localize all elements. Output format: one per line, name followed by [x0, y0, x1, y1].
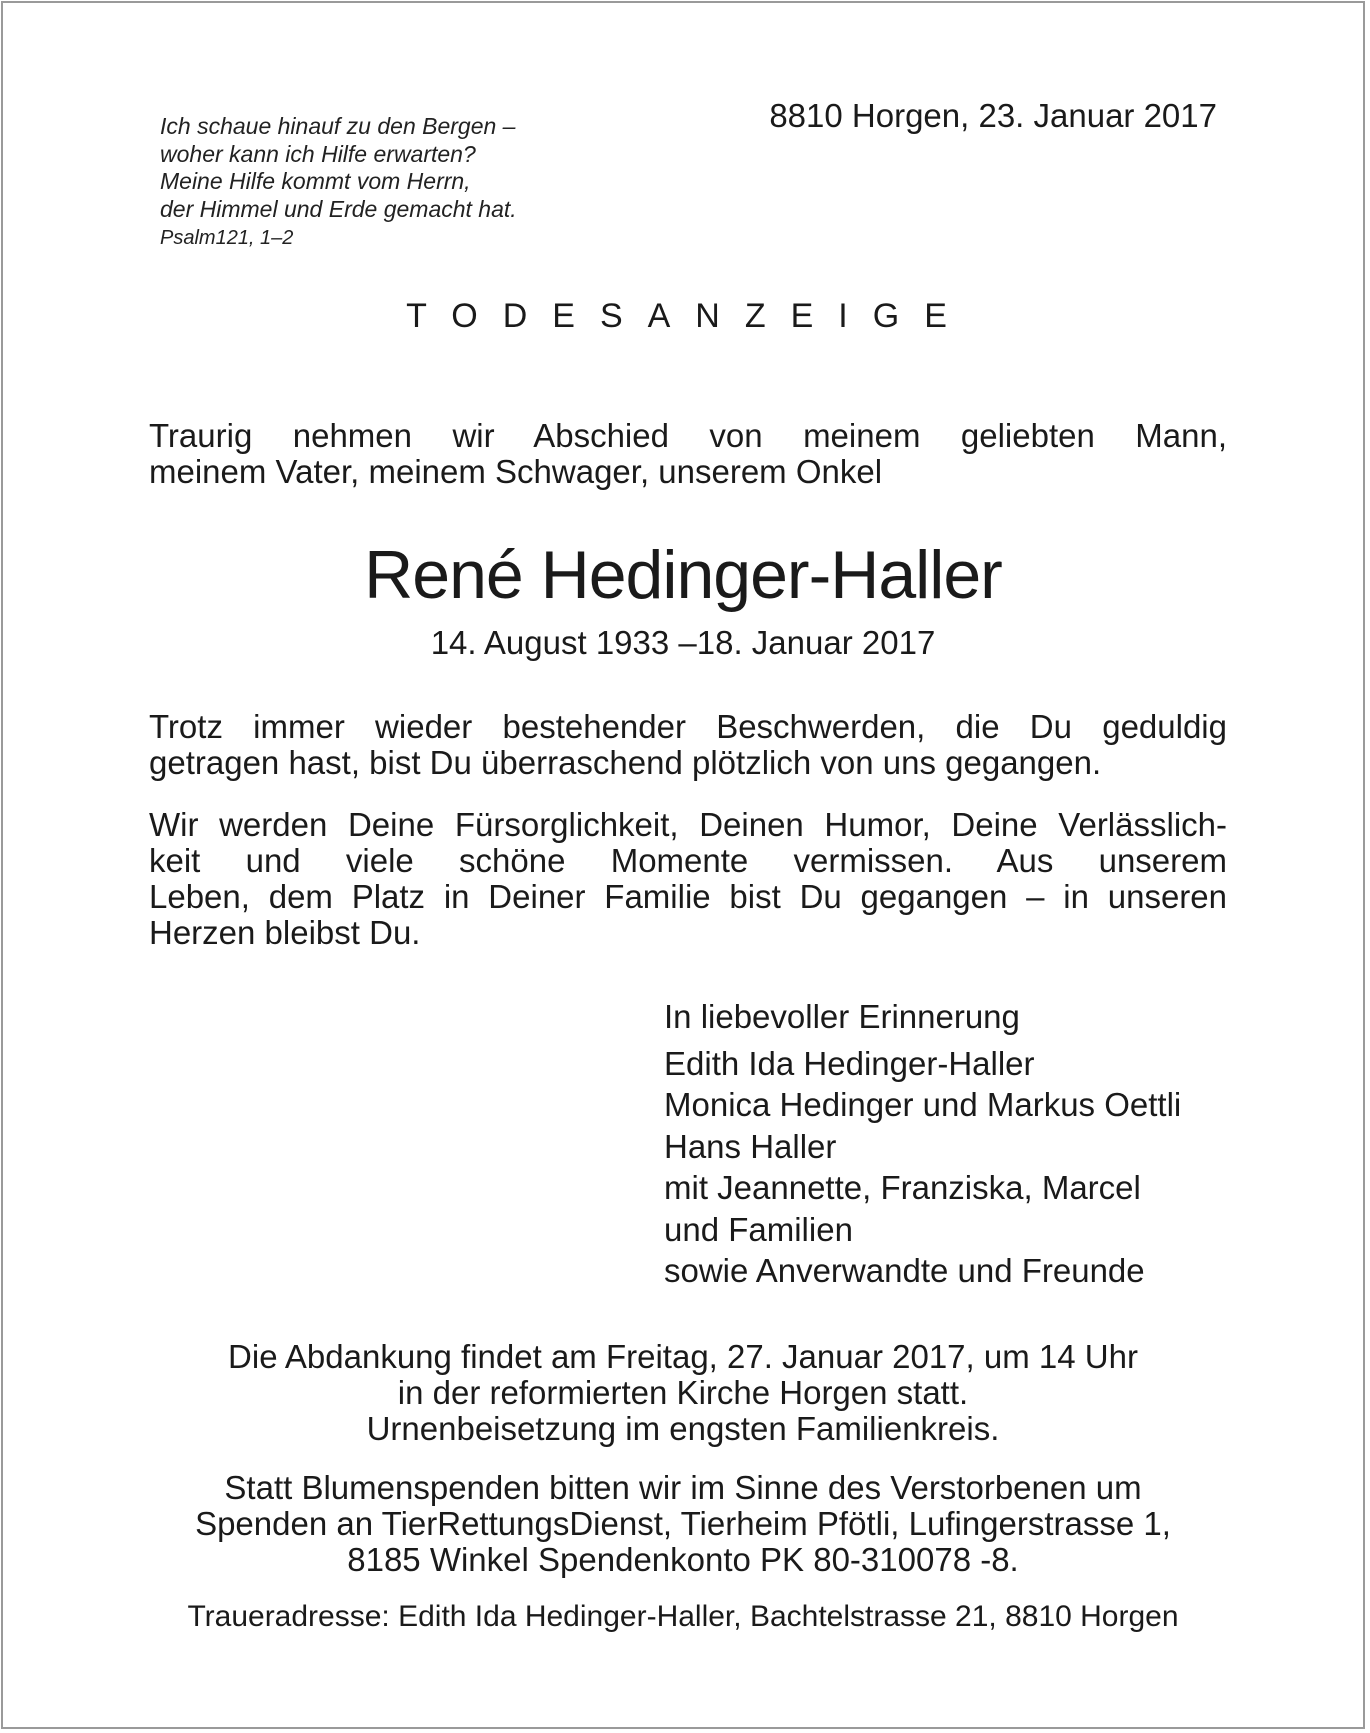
mourner-name: Hans Haller	[664, 1127, 837, 1165]
paragraph-line: Herzen bleibst Du.	[149, 914, 421, 951]
ceremony-info	[3, 1339, 1363, 1447]
paragraph-line: Trotz immer wieder bestehender Beschwerden, die Du geduldig	[149, 708, 1227, 745]
ceremony-line: in der reformierten Kirche Horgen statt.	[397, 1374, 969, 1411]
donation-line: Statt Blumenspenden bitten wir im Sinne des Verstorbenen um	[224, 1469, 1142, 1506]
donation-line: 8185 Winkel Spendenkonto PK 80-310078 -8.	[347, 1541, 1019, 1578]
paragraph-farewell	[149, 709, 1227, 781]
donation-info	[3, 1470, 1363, 1578]
life-dates: 14. August 1933 –18. Januar 2017	[430, 624, 936, 661]
mourner-name: mit Jeannette, Franziska, Marcel	[664, 1169, 1141, 1206]
place-date: 8810 Horgen, 23. Januar 2017	[769, 97, 1217, 134]
mourner-name: und Familien	[664, 1210, 853, 1248]
psalm-reference: Psalm121, 1–2	[160, 227, 294, 249]
notice-heading: TODESANZEIGE	[406, 297, 972, 335]
deceased-name: René Hedinger-Haller	[364, 537, 1002, 613]
paragraph-line: Wir werden Deine Fürsorglichkeit, Deinen Humor, Deine Verlässlich-	[149, 806, 1227, 843]
intro-line: meinem Vater, meinem Schwager, unserem Onkel	[149, 453, 883, 490]
paragraph-line: Leben, dem Platz in Deiner Familie bist Du gegangen – in unseren	[149, 878, 1227, 915]
psalm-line: Meine Hilfe kommt vom Herrn,	[160, 168, 471, 194]
mourning-address: Traueradresse: Edith Ida Hedinger-Haller, Bachtelstrasse 21, 8810 Horgen	[187, 1600, 1179, 1633]
intro-text	[149, 418, 1227, 490]
psalm-line: woher kann ich Hilfe erwarten?	[160, 140, 476, 167]
ceremony-line: Urnenbeisetzung im engsten Familienkreis.	[366, 1410, 1000, 1447]
paragraph-line: keit und viele schöne Momente vermissen. Aus unserem	[149, 842, 1227, 879]
paragraph-memory	[149, 807, 1227, 951]
ceremony-line: Die Abdankung findet am Freitag, 27. Januar 2017, um 14 Uhr	[228, 1338, 1138, 1375]
psalm-line: Ich schaue hinauf zu den Bergen –	[160, 113, 516, 139]
intro-line: Traurig nehmen wir Abschied von meinem geliebten Mann,	[149, 417, 1227, 454]
mourners-signature	[664, 996, 1181, 1292]
psalm-line: der Himmel und Erde gemacht hat.	[160, 195, 517, 222]
notice-frame	[1, 1, 1365, 1729]
paragraph-line: getragen hast, bist Du überraschend plötzlich von uns gegangen.	[149, 744, 1102, 781]
donation-line: Spenden an TierRettungsDienst, Tierheim Pfötli, Lufingerstrasse 1,	[195, 1505, 1171, 1542]
mourner-name: sowie Anverwandte und Freunde	[664, 1252, 1145, 1289]
mourner-name: Edith Ida Hedinger-Haller	[664, 1044, 1035, 1082]
signature-intro: In liebevoller Erinnerung	[664, 998, 1020, 1035]
mourner-name: Monica Hedinger und Markus Oettli	[664, 1086, 1182, 1123]
psalm-quote	[160, 113, 517, 253]
